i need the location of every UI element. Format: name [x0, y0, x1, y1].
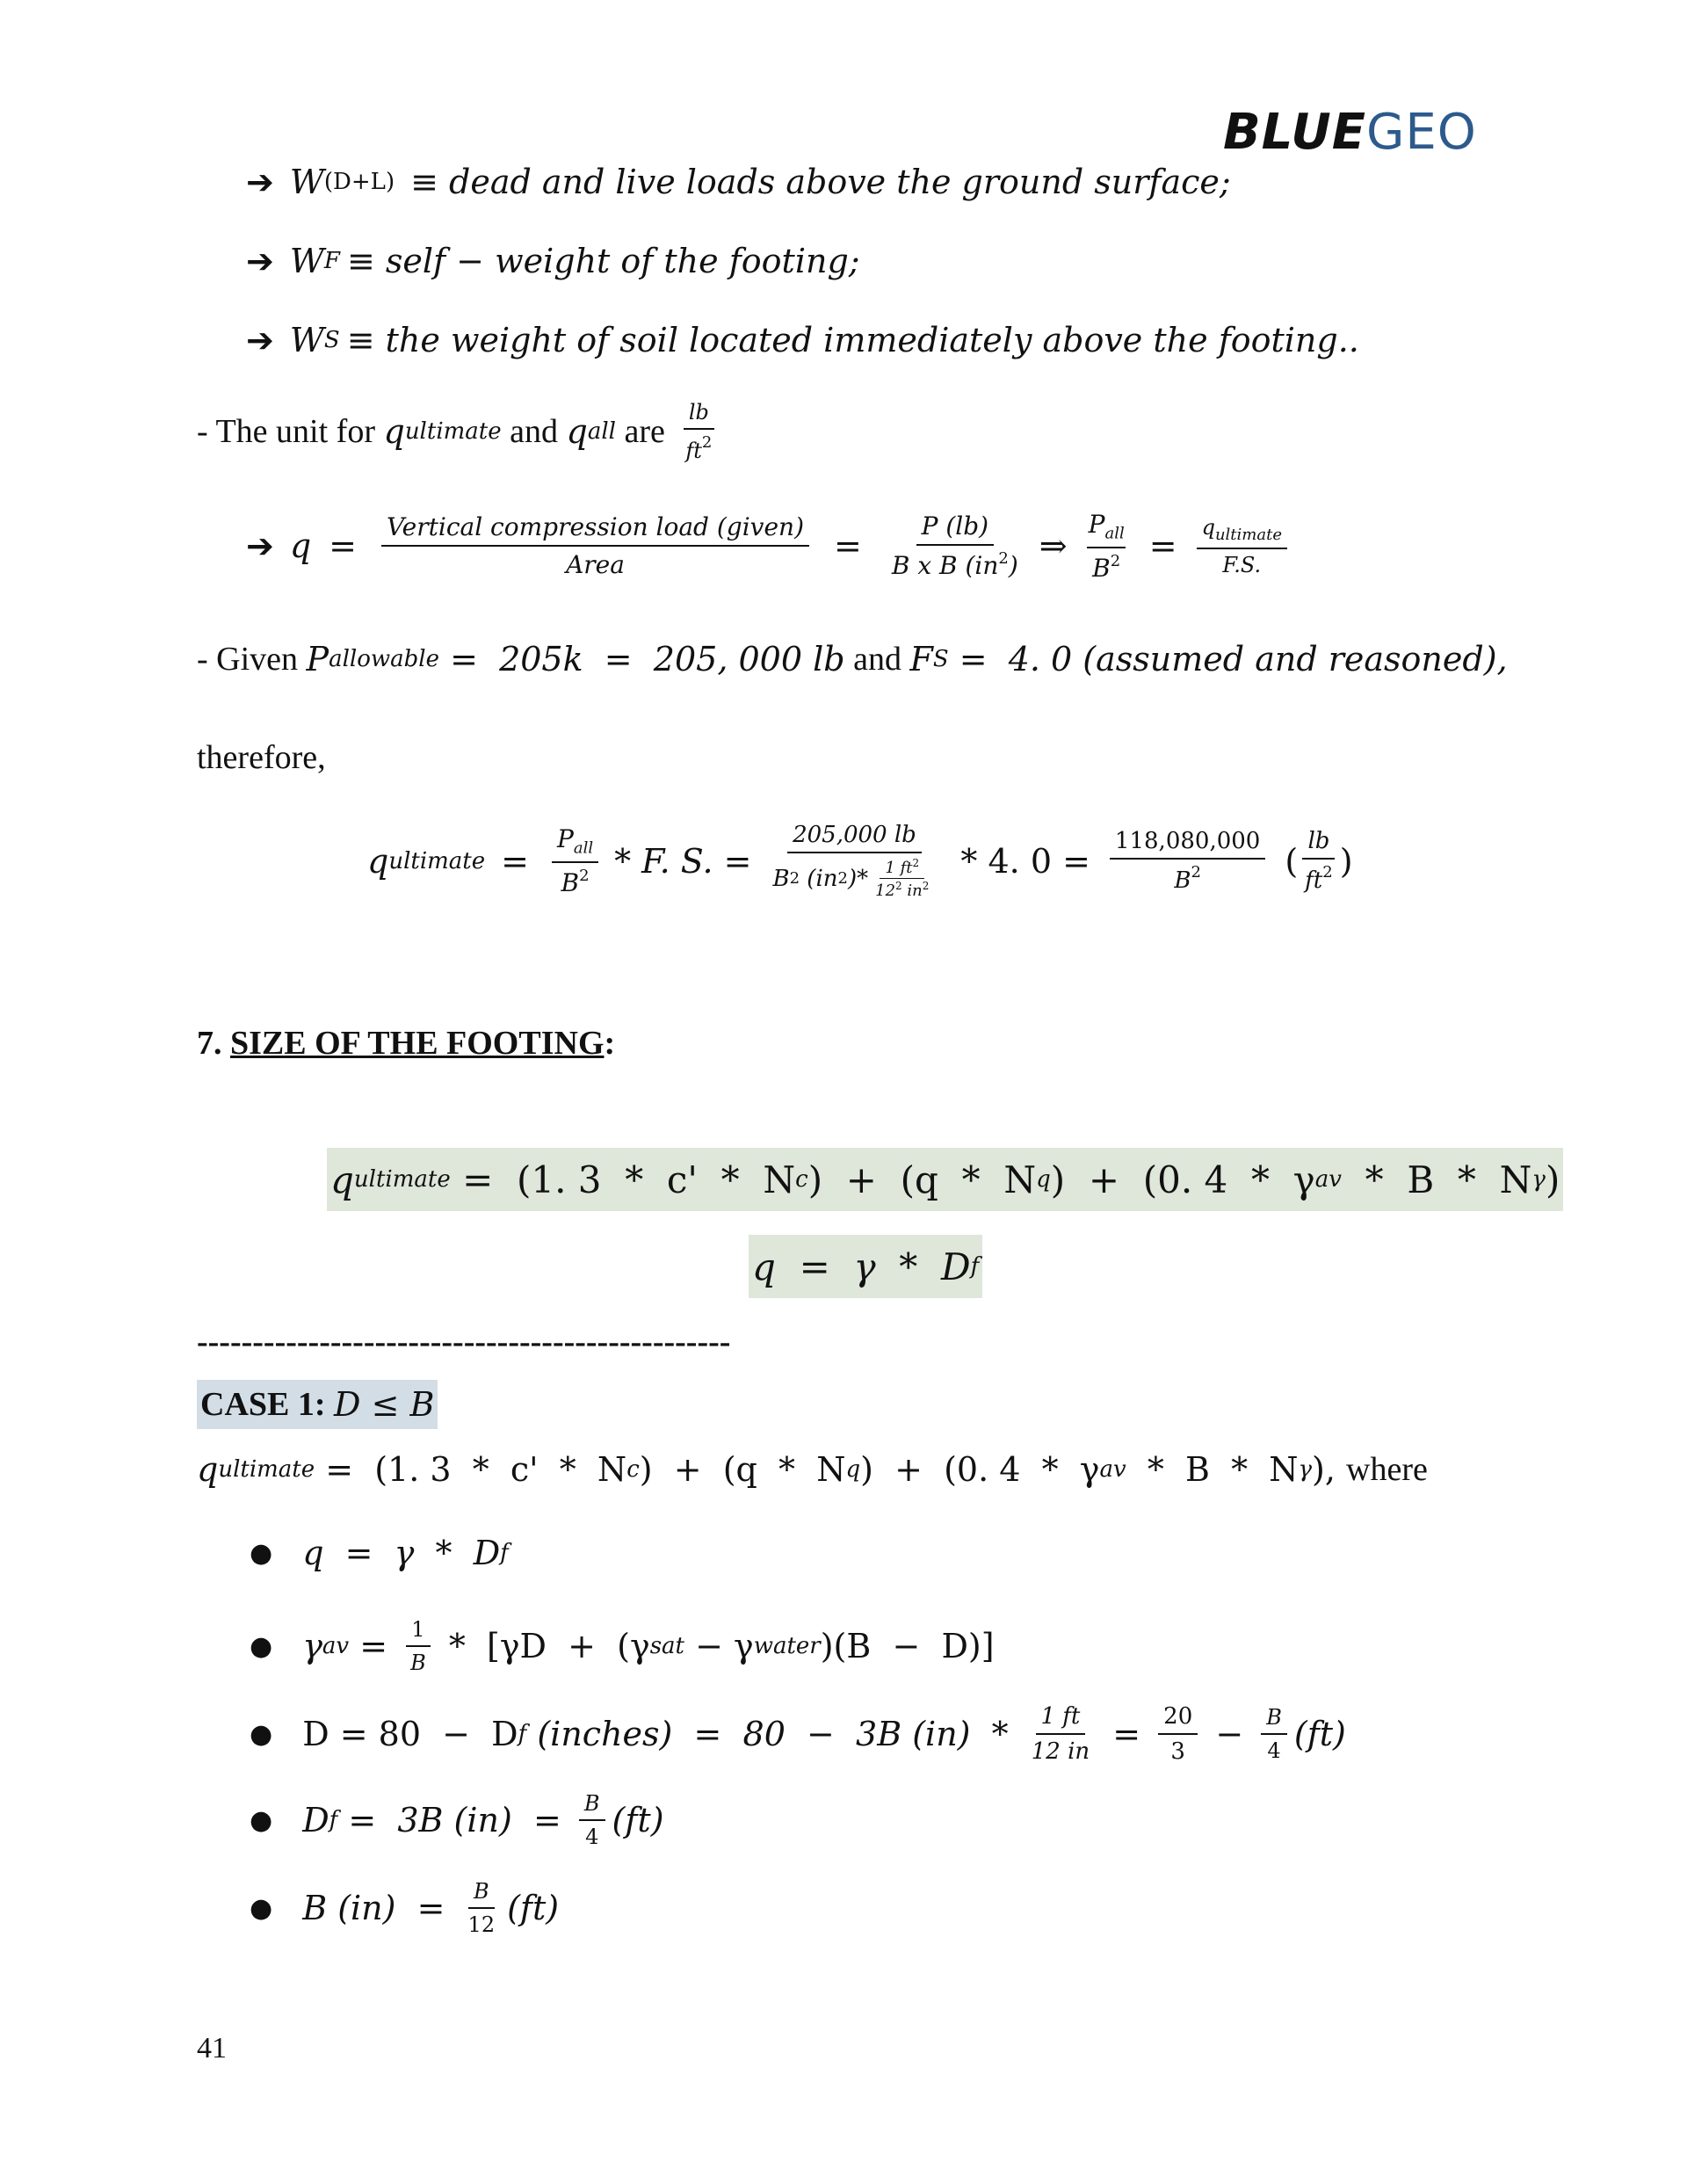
- frac-num: 1: [406, 1617, 430, 1647]
- unit-lead: - The unit for: [197, 413, 384, 450]
- section-title: SIZE OF THE FOOTING: [230, 1025, 605, 1062]
- p-symbol: P: [306, 640, 329, 678]
- bullet-dot-icon: ●: [250, 1537, 273, 1569]
- frac-num-sub: ultimate: [1214, 525, 1282, 544]
- unit-num: lb: [684, 400, 714, 430]
- fraction-118080000: $\frac{118,080,000}{B^2}$: [1110, 828, 1265, 894]
- times-four: * 4. 0 =: [960, 841, 1090, 881]
- formula-part: * B * N: [1126, 1450, 1299, 1489]
- formula-part: ) + (0. 4 * γ: [860, 1450, 1100, 1489]
- right-arrow-icon: ➔: [246, 163, 274, 201]
- formula-part: B (in) =: [302, 1889, 456, 1927]
- d-sub-f: f: [500, 1540, 509, 1566]
- frac-num: 205,000 lb: [787, 822, 922, 853]
- fraction-205000: 205,000 lb B 2 (in 2 )* $\frac{1 ft^2}{12^2 in^2}$: [767, 822, 941, 900]
- fraction-ft-in: [1026, 1703, 1095, 1765]
- formula-part: ) + (q * N: [807, 1157, 1037, 1201]
- def-subscript: S: [323, 327, 340, 353]
- dash-separator: [197, 1323, 730, 1361]
- formula-part: − γ: [684, 1627, 754, 1665]
- frac-num: B: [579, 1791, 605, 1821]
- qult-calculation: q ultimate = $\frac{P_{all}}{B^2}$ * F. S. = 205,000 lb B 2 (in 2 )* $\frac{1 ft^2}{12^2 in^2}$ * 4. 0 = $\frac{118,080,000}{B^2}$ ( $\frac{lb}{ft^2}$ ): [367, 822, 1353, 900]
- formula-part: = 3B (in) =: [337, 1801, 572, 1839]
- given-and: and: [844, 641, 910, 678]
- case1-equation: [197, 1450, 1428, 1489]
- d-symbol: D: [302, 1801, 329, 1839]
- formula-part: = (1. 3 * c' * N: [450, 1157, 796, 1201]
- unit-and: and: [501, 413, 567, 450]
- def-symbol: W: [289, 242, 324, 280]
- frac-den: 12: [875, 882, 896, 900]
- equals: =: [1102, 1715, 1152, 1753]
- frac-num: B: [1261, 1705, 1287, 1735]
- q-formula-highlighted: [749, 1235, 982, 1298]
- fraction-20-3: [1158, 1703, 1198, 1765]
- def-footing-weight: [246, 242, 860, 280]
- section-heading: [197, 1024, 615, 1063]
- unit-are: are: [615, 413, 674, 450]
- therefore-label: therefore,: [197, 739, 326, 776]
- q-equation: ➔ q = $\frac{\text{Vertical compression load (given)}}{\text{Area}}$ = $\frac{P (lb)}{B x B (in^2)}$ ⇒ $\frac{P_{all}}{B^2}$ = $\frac{q_{ultimate}}{F.S.}$: [246, 510, 1294, 583]
- equals: =: [349, 1627, 399, 1665]
- def-symbol: W: [289, 163, 324, 201]
- fraction-b-4: [579, 1791, 605, 1849]
- section-colon: :: [604, 1025, 616, 1062]
- frac-den: 3: [1170, 1738, 1185, 1765]
- bullet-dot-icon: ●: [250, 1804, 273, 1836]
- frac-num: 1 ft: [885, 859, 913, 877]
- therefore-text: [197, 738, 326, 777]
- bullet-gamma-av: [250, 1617, 995, 1675]
- q-sub-ultimate: ultimate: [353, 1166, 451, 1193]
- fs-multiply: * F. S. =: [614, 841, 752, 881]
- q-symbol: q: [383, 412, 405, 451]
- frac-den: 4: [585, 1825, 599, 1849]
- frac-num: Vertical compression load (given): [381, 512, 809, 547]
- def-dead-live-loads: [246, 163, 1231, 201]
- frac-den: B: [410, 1651, 426, 1675]
- n-sub-c: c: [626, 1456, 640, 1483]
- fraction-lb-ft2: $\frac{lb}{ft^2}$: [1300, 828, 1338, 894]
- frac-den: 12: [467, 1912, 496, 1937]
- frac-num: 118,080,000: [1110, 828, 1265, 860]
- gamma-sub-av: av: [322, 1633, 350, 1659]
- f-symbol: F: [909, 640, 933, 678]
- bullet-q: [250, 1534, 509, 1572]
- frac-den: F.S.: [1222, 552, 1262, 577]
- bluegeo-logo: [1223, 104, 1477, 161]
- n-sub-gamma: γ: [1298, 1456, 1313, 1483]
- n-sub-q: q: [1036, 1166, 1051, 1193]
- bullet-dot-icon: ●: [250, 1630, 273, 1662]
- right-arrow-icon: ➔: [246, 242, 274, 280]
- q-symbol: q: [330, 1157, 354, 1201]
- formula-part: * [γD + (γ: [438, 1627, 650, 1665]
- bullet-text: q = γ * D: [302, 1534, 501, 1572]
- frac-den: 12 in: [1031, 1738, 1090, 1765]
- def-subscript: F: [323, 248, 340, 274]
- gamma-symbol: γ: [302, 1627, 322, 1665]
- minus: −: [1205, 1715, 1255, 1753]
- fraction-pall-b2: $\frac{P_{all}}{B^2}$: [552, 824, 598, 897]
- where-word: where: [1346, 1451, 1428, 1488]
- frac-den-unit: in: [907, 882, 923, 900]
- fraction-b-12: [463, 1879, 501, 1937]
- d-sub-f: f: [329, 1807, 338, 1833]
- bullet-dot-icon: ●: [250, 1718, 273, 1750]
- formula-part: ) + (0. 4 * γ: [1050, 1157, 1315, 1201]
- bullet-df: [250, 1791, 664, 1849]
- case-label: CASE 1:: [200, 1386, 335, 1423]
- q-formula: q = γ * D: [752, 1244, 971, 1288]
- q-lhs: q: [289, 526, 312, 566]
- q-symbol: q: [367, 841, 389, 881]
- implies-symbol: ⇒: [1039, 526, 1068, 566]
- right-arrow-icon: ➔: [246, 321, 274, 359]
- given-lead: - Given: [197, 641, 307, 678]
- frac-num: lb: [1302, 828, 1335, 860]
- frac-num: q: [1201, 514, 1215, 540]
- n-sub-gamma: γ: [1531, 1166, 1546, 1193]
- unit-fraction: $\frac{lb}{ft^2}$: [680, 400, 717, 463]
- fraction-qult-fs: [1197, 515, 1287, 577]
- case1-heading: [197, 1380, 438, 1429]
- formula-part: D = 80 − D: [302, 1715, 518, 1753]
- q-symbol: q: [197, 1450, 219, 1489]
- right-arrow-icon: ➔: [246, 526, 274, 566]
- def-soil-weight: [246, 321, 1359, 359]
- formula-part: (inches) = 80 − 3B (in) *: [526, 1715, 1019, 1753]
- bullet-d: [250, 1703, 1346, 1765]
- frac-den: B x B (in: [891, 551, 999, 581]
- gamma-sub-water: water: [753, 1633, 821, 1659]
- fraction-p-b2: $\frac{P (lb)}{B x B (in^2)}$: [891, 512, 1018, 581]
- fraction-pall-b2: $\frac{P_{all}}{B^2}$: [1088, 510, 1125, 583]
- f-sub-s: S: [932, 646, 949, 672]
- bullet-b: [250, 1879, 559, 1937]
- fraction-b-4: [1261, 1705, 1287, 1763]
- frac-den: ft: [1305, 867, 1323, 894]
- frac-num: P: [1088, 510, 1105, 539]
- given-value: = 205k = 205, 000 lb: [439, 640, 845, 678]
- def-text: ≡ dead and live loads above the ground surface;: [410, 163, 1231, 201]
- logo-text-blue: BLUE: [1223, 104, 1367, 161]
- unit-den: ft: [685, 439, 702, 463]
- unit-ft: (ft): [612, 1801, 664, 1839]
- frac-den: B: [1174, 867, 1191, 894]
- case-condition: D ≤ B: [334, 1385, 435, 1424]
- formula-part: )(B − D)]: [820, 1627, 995, 1665]
- bullet-dot-icon: ●: [250, 1892, 273, 1924]
- formula-part: ): [1545, 1157, 1560, 1201]
- formula-part: ),: [1312, 1450, 1347, 1489]
- frac-den: Area: [566, 550, 625, 580]
- n-sub-q: q: [845, 1456, 861, 1483]
- formula-part: ) + (q * N: [639, 1450, 846, 1489]
- logo-text-geo: GEO: [1366, 104, 1477, 161]
- n-sub-c: c: [795, 1166, 808, 1193]
- d-sub-f: f: [518, 1721, 527, 1747]
- def-text: ≡ the weight of soil located immediately above the footing..: [346, 321, 1359, 359]
- frac-den-unit: (in: [807, 865, 838, 892]
- given-fs: = 4. 0 (assumed and reasoned),: [948, 640, 1508, 678]
- unit-ft: (ft): [507, 1889, 560, 1927]
- unit-ft: (ft): [1293, 1715, 1346, 1753]
- formula-part: = (1. 3 * c' * N: [315, 1450, 627, 1489]
- frac-den: B: [1092, 553, 1111, 583]
- fraction-1-b: [405, 1617, 431, 1675]
- frac-den: B: [772, 865, 790, 892]
- section-number: 7.: [197, 1025, 230, 1062]
- frac-den: 4: [1267, 1738, 1281, 1763]
- q-symbol: q: [566, 412, 588, 451]
- frac-num: 20: [1158, 1703, 1198, 1735]
- p-sub-allowable: allowable: [329, 646, 439, 672]
- page-number: 41: [197, 2032, 227, 2064]
- dashes-text: ------------------------------------------------: [197, 1324, 731, 1360]
- frac-num-sub: all: [573, 838, 594, 858]
- frac-num-sub: all: [1104, 524, 1125, 543]
- frac-den: B: [561, 867, 580, 897]
- q-sub-ultimate: ultimate: [388, 847, 486, 874]
- d-sub-f: f: [970, 1253, 980, 1280]
- def-text: ≡ self − weight of the footing;: [346, 242, 860, 280]
- gamma-sub-av: av: [1314, 1166, 1342, 1193]
- gamma-sub-av: av: [1099, 1456, 1126, 1483]
- fraction-ft-in: $\frac{1 ft^2}{12^2 in^2}$: [875, 857, 930, 900]
- frac-num: P (lb): [916, 512, 994, 546]
- frac-num: 1 ft: [1036, 1703, 1086, 1735]
- frac-num: B: [468, 1879, 495, 1909]
- q-sub-ultimate: ultimate: [218, 1456, 315, 1483]
- fraction-load-area: [381, 512, 809, 579]
- frac-num: P: [557, 824, 574, 854]
- gamma-sub-sat: sat: [649, 1633, 684, 1659]
- unit-line: [197, 400, 724, 463]
- formula-part: * B * N: [1341, 1157, 1532, 1201]
- q-sub-ultimate: ultimate: [404, 418, 502, 445]
- given-line: [197, 640, 1508, 678]
- def-subscript: (D+L): [323, 169, 395, 195]
- q-sub-all: all: [587, 418, 616, 445]
- qult-formula-highlighted: [327, 1148, 1563, 1211]
- def-symbol: W: [289, 321, 324, 359]
